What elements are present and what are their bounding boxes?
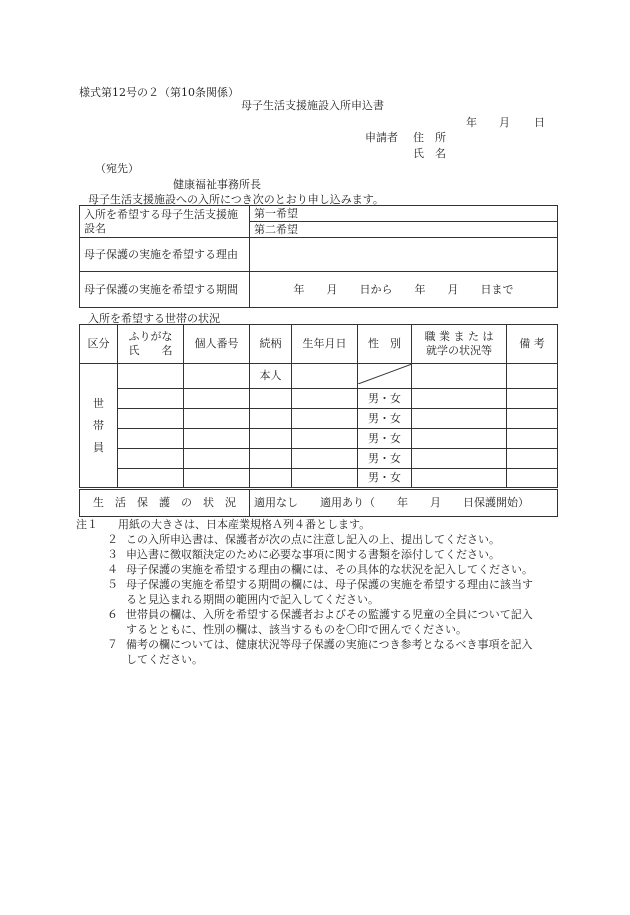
- header-id-number: 個人番号: [184, 325, 250, 364]
- member-name-cell[interactable]: [118, 409, 184, 429]
- applicant-address-label: 住 所: [413, 131, 446, 144]
- period-field[interactable]: [250, 272, 558, 308]
- form-title: 母子生活支援施設入所申込書: [241, 99, 384, 112]
- household-table: [79, 324, 558, 517]
- member-id-cell[interactable]: [184, 409, 250, 429]
- member-id-cell[interactable]: [184, 469, 250, 489]
- member-relation-cell[interactable]: [250, 449, 292, 469]
- household-heading: 入所を希望する世帯の状況: [88, 312, 220, 325]
- applicant-name-label: 氏 名: [413, 147, 446, 160]
- note-text: 世帯員の欄は、入所を希望する保護者およびその監護する児童の全員について記入するとともに、性別の欄は、該当するものを〇印で囲んでください。: [126, 608, 533, 636]
- header-remarks: 備 考: [507, 325, 558, 364]
- period-label: 母子保護の実施を希望する期間: [80, 272, 250, 308]
- date-year: 年: [466, 116, 477, 129]
- facility-label: 入所を希望する母子生活支援施設名: [80, 206, 250, 238]
- note-item: [88, 637, 538, 667]
- sex-option[interactable]: 男・女: [358, 469, 412, 489]
- note-number: ６: [107, 608, 118, 621]
- member-birthdate-cell[interactable]: [292, 469, 358, 489]
- member-id-cell[interactable]: [184, 389, 250, 409]
- member-name-cell[interactable]: [118, 429, 184, 449]
- first-choice-label: 第一希望: [254, 206, 298, 220]
- sex-option[interactable]: 男・女: [358, 429, 412, 449]
- second-choice-label: 第二希望: [254, 222, 298, 236]
- date-day: 日: [534, 116, 545, 129]
- table-row: [80, 429, 558, 449]
- member-id-cell[interactable]: [184, 429, 250, 449]
- member-relation-cell[interactable]: [250, 389, 292, 409]
- table-row: [80, 389, 558, 409]
- member-remarks-cell[interactable]: [507, 389, 558, 409]
- reason-field[interactable]: [250, 238, 558, 272]
- sex-option[interactable]: 男・女: [358, 449, 412, 469]
- member-name-cell[interactable]: [118, 364, 184, 389]
- member-occupation-cell[interactable]: [412, 449, 507, 469]
- header-category: 区分: [80, 325, 118, 364]
- notes-section: [76, 517, 538, 667]
- form-number: 様式第12号の２（第10条関係）: [79, 86, 239, 99]
- note-text: 備考の欄については、健康状況等母子保護の実施につき参考となるべき事項を記入してください。: [126, 638, 533, 666]
- member-id-cell[interactable]: [184, 449, 250, 469]
- members-label-2: 帯: [93, 418, 104, 432]
- members-label-3: 員: [93, 440, 104, 454]
- first-choice-field[interactable]: [250, 206, 558, 222]
- welfare-field[interactable]: [250, 489, 558, 517]
- member-occupation-cell[interactable]: [412, 469, 507, 489]
- note-item: [88, 607, 538, 637]
- sex-option[interactable]: 男・女: [358, 389, 412, 409]
- note-text: この入所申込書は、保護者が次の点に注意し記入の上、提出してください。: [126, 533, 500, 546]
- members-label: [80, 364, 118, 489]
- note-text: 母子保護の実施を希望する理由の欄には、その具体的な状況を記入してください。: [126, 563, 533, 576]
- table-row: [80, 469, 558, 489]
- addressee-label: （宛先）: [95, 162, 139, 175]
- applicant-label: 申請者: [365, 131, 398, 144]
- member-remarks-cell[interactable]: [507, 409, 558, 429]
- note-number: ２: [107, 533, 118, 546]
- member-relation-cell[interactable]: [250, 409, 292, 429]
- note-number: ３: [107, 548, 118, 561]
- second-choice-field[interactable]: [250, 222, 558, 238]
- header-name: [118, 325, 184, 364]
- member-relation-cell[interactable]: [250, 469, 292, 489]
- note-item: [76, 517, 538, 532]
- header-furigana: ふりがな: [128, 330, 173, 343]
- application-table: [79, 205, 558, 308]
- note-number: ５: [107, 578, 118, 591]
- member-birthdate-cell[interactable]: [292, 449, 358, 469]
- note-item: [88, 532, 538, 547]
- sex-cell-slashed: [358, 364, 412, 389]
- note-text: 用紙の大きさは、日本産業規格Ａ列４番とします。: [118, 518, 371, 531]
- member-name-cell[interactable]: [118, 389, 184, 409]
- intro-text: 母子生活支援施設への入所につき次のとおり申し込みます。: [88, 193, 384, 206]
- note-text: 母子保護の実施を希望する期間の欄には、母子保護の実施を希望する理由に該当すると見込まれる期間の範囲内で記入してください。: [126, 578, 533, 606]
- note-text: 申込書に徴収額決定のために必要な事項に関する書類を添付してください。: [126, 548, 500, 561]
- member-occupation-cell[interactable]: [412, 429, 507, 449]
- member-remarks-cell[interactable]: [507, 449, 558, 469]
- note-item: [88, 577, 538, 607]
- members-label-1: 世: [93, 396, 104, 410]
- member-remarks-cell[interactable]: [507, 364, 558, 389]
- header-occupation-line1: 職 業 ま た は: [424, 330, 494, 343]
- sex-option[interactable]: 男・女: [358, 409, 412, 429]
- member-birthdate-cell[interactable]: [292, 409, 358, 429]
- note-item: [88, 547, 538, 562]
- welfare-label: 生 活 保 護 の 状 況: [80, 489, 250, 517]
- date-month: 月: [499, 116, 510, 129]
- table-row: [80, 364, 558, 389]
- member-birthdate-cell[interactable]: [292, 364, 358, 389]
- member-remarks-cell[interactable]: [507, 429, 558, 449]
- relation-self: 本人: [250, 364, 292, 389]
- note-number: ４: [107, 563, 118, 576]
- member-relation-cell[interactable]: [250, 429, 292, 449]
- member-id-cell[interactable]: [184, 364, 250, 389]
- reason-label: 母子保護の実施を希望する理由: [80, 238, 250, 272]
- welfare-value: 適用なし 適用あり（ 年 月 日保護開始）: [254, 496, 529, 509]
- member-occupation-cell[interactable]: [412, 409, 507, 429]
- diagonal-slash: [358, 364, 412, 384]
- member-name-cell[interactable]: [118, 469, 184, 489]
- member-occupation-cell[interactable]: [412, 389, 507, 409]
- note-number: ７: [107, 638, 118, 651]
- header-relation: 続柄: [250, 325, 292, 364]
- header-occupation-line2: 就学の状況等: [426, 344, 492, 357]
- member-occupation-cell[interactable]: [412, 364, 507, 389]
- member-name-cell[interactable]: [118, 449, 184, 469]
- table-row: [80, 409, 558, 429]
- header-occupation: [412, 325, 507, 364]
- addressee-recipient: 健康福祉事務所長: [173, 178, 261, 191]
- period-value: 年 月 日から 年 月 日まで: [293, 282, 514, 296]
- note-item: [88, 562, 538, 577]
- note-number: 注１: [76, 518, 98, 531]
- header-birthdate: 生年月日: [292, 325, 358, 364]
- header-name-label: 氏 名: [128, 344, 173, 357]
- table-row: [80, 449, 558, 469]
- member-remarks-cell[interactable]: [507, 469, 558, 489]
- member-birthdate-cell[interactable]: [292, 389, 358, 409]
- header-sex: 性 別: [358, 325, 412, 364]
- member-birthdate-cell[interactable]: [292, 429, 358, 449]
